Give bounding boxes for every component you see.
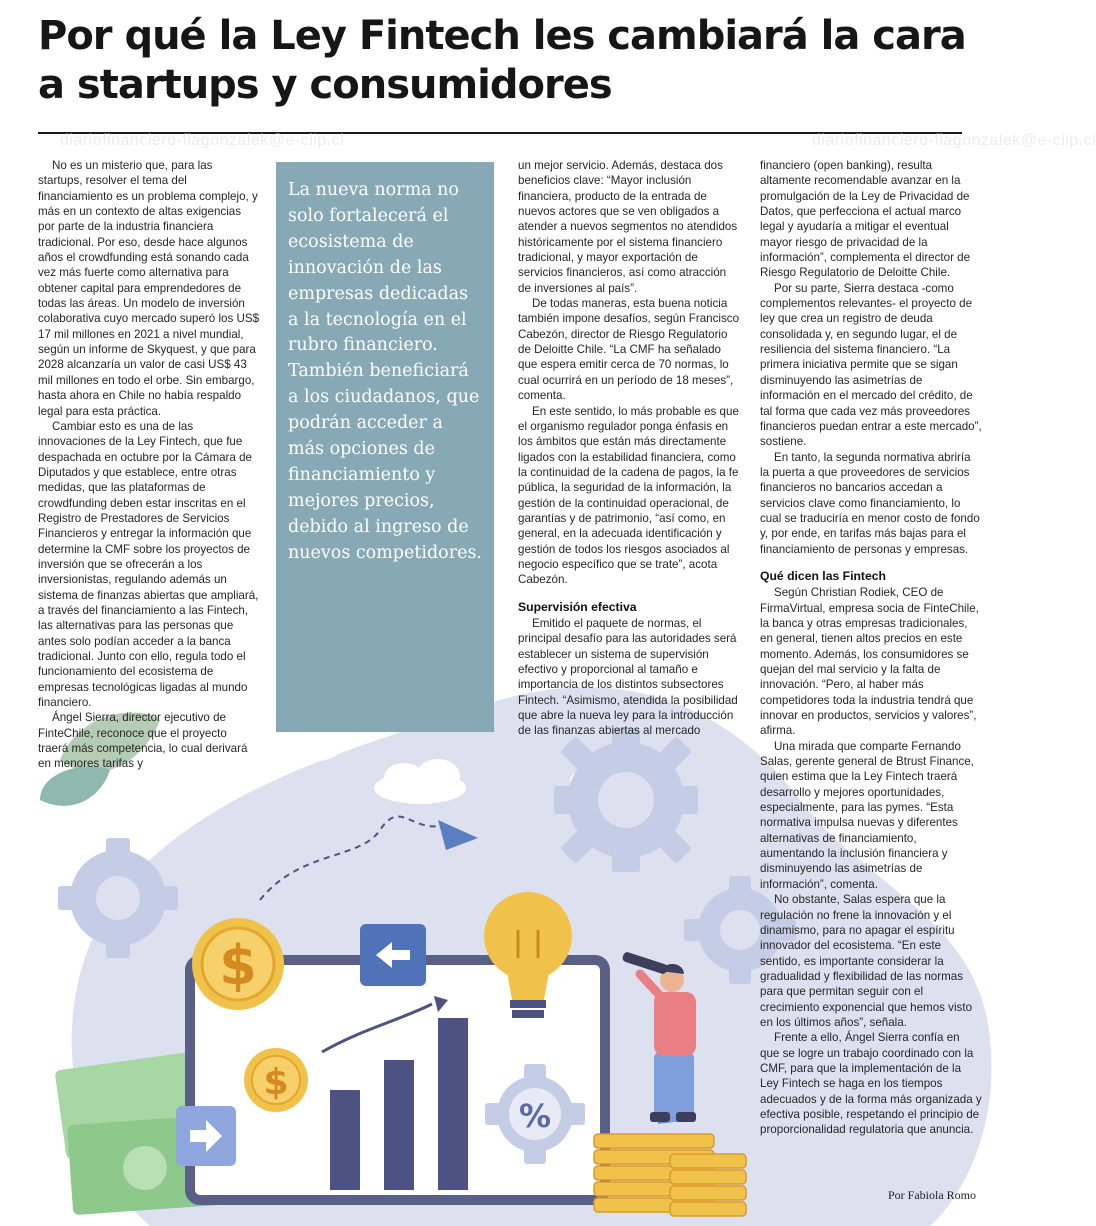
paragraph: Emitido el paquete de normas, el principal desafío para las autoridades será establecer un sistema de supervisión efectivo y proporcional al tamaño e importancia de los distintos subsectores Fintech. “Asimismo, atendida la posibilidad que abre la nueva ley para la introducción de las finanzas abiertas al mercado bbox=[518, 616, 738, 738]
paragraph: Por su parte, Sierra destaca -como complementos relevantes- el proyecto de ley que crea un registro de deuda consolidada y, en segundo lugar, el de resiliencia del sistema financiero. “La primera iniciativa permite que se sigan disminuyendo las asimetrías de información en el mercado del crédito, de tal forma que cada vez más proveedores financieros puedan entrar a este mercado”, sostiene. bbox=[760, 281, 982, 449]
dollar-symbol: $ bbox=[263, 1062, 289, 1103]
paragraph: En este sentido, lo más probable es que el organismo regulador ponga énfasis en los ámbitos que están más directamente ligados con la estabilidad financiera, como la continuidad de la cadena de pagos, la fe pública, la seguridad de la información, la gestión de la continuidad operacional, de garantías y de patrimonio, “así como, en general, en la adecuada identificación y gestión de todos los riesgos asociados al negocio específico que se trate”, acota Cabezón. bbox=[518, 404, 739, 587]
paragraph: Una mirada que comparte Fernando Salas, gerente general de Btrust Finance, quien estima que la Ley Fintech traerá desarrollo y mejores oportunidades, especialmente, para las pymes. “Esta normativa impulsa nuevas y diferentes alternativas de financiamiento, aumentando la inclusión financiera y disminuyendo las asimetrías de información”, comenta. bbox=[760, 739, 974, 891]
watermark: diariofinanciero-flagonzalek@e-clip.cl bbox=[812, 132, 1096, 149]
paragraph: Ángel Sierra, director ejecutivo de FinteChile, reconoce que el proyecto traerá más competencia, lo cual derivará en menores tarifas y bbox=[38, 711, 248, 771]
byline: Por Fabiola Romo bbox=[887, 1188, 976, 1202]
article-column-2 bbox=[518, 158, 742, 739]
gear-icon bbox=[554, 728, 698, 872]
arrow-card-icon bbox=[360, 924, 426, 986]
chart-bar bbox=[438, 1018, 468, 1190]
paragraph: No es un misterio que, para las startups, resolver el tema del financiamiento es un problema complejo, y más en un contexto de altas exigencias por parte de la industria financiera tradicional. Por eso, desde hace algunos años el crowdfunding está sonando cada vez más fuerte como alternativa para obtener capital para emprendedores de todas las áreas. Un modelo de inversión colaborativa cuyo mercado superó los US$ 17 mil millones en 2021 a nivel mundial, según un informe de Skyquest, y que para 2028 alcanzaría un valor de casi US$ 43 mil millones en todo el orbe. Sin embargo, hasta ahora en Chile no había respaldo legal para esta práctica. bbox=[38, 159, 260, 418]
paragraph: Cambiar esto es una de las innovaciones de la Ley Fintech, que fue despachada en octubre por la Cámara de Diputados y que establece, entre otras medidas, que las plataformas de crowdfunding deben estar inscritas en el Registro de Prestadores de Servicios Financieros y entregar la información que determine la CMF sobre los proyectos de inversión que se ofrecerán a los inversionistas, regulando además un sistema de finanzas abiertas que ampliará, a través del financiamiento a las Fintech, las alternativas para las personas que antes solo podían acceder a la banca tradicional. Junto con ello, regula todo el funcionamiento del ecosistema de empresas tecnológicas ligadas al mundo financiero. bbox=[38, 419, 259, 710]
article-column-3 bbox=[760, 158, 982, 1138]
paragraph: En tanto, la segunda normativa abriría la puerta a que proveedores de servicios financieros no bancarios accedan a servicios clave como financiamiento, lo cual se traduciría en menor costo de fondo y, por ende, en tarifas más bajas para el financiamiento de personas y empresas. bbox=[760, 450, 980, 556]
watermark: diariofinanciero-flagonzalek@e-clip.cl bbox=[60, 132, 345, 149]
arrow-card-icon bbox=[176, 1106, 236, 1166]
paragraph: financiero (open banking), resulta altamente recomendable avanzar en la promulgación de la Ley de Privacidad de Datos, que perfecciona el actual marco legal y ayudaría a mitigar el eventual mayor riesgo de privacidad de la información”, complementa el director de Riesgo Regulatorio de Deloitte Chile. bbox=[760, 159, 971, 280]
chart-bar bbox=[330, 1090, 360, 1190]
subheading: Qué dicen las Fintech bbox=[760, 568, 886, 583]
chart-bar bbox=[384, 1060, 414, 1190]
headline: Por qué la Ley Fintech les cambiará la cara a startups y consumidores bbox=[38, 13, 966, 108]
paragraph: No obstante, Salas espera que la regulación no frene la innovación y el dinamismo, para no apagar el espíritu innovador del ecosistema. “En este sentido, es importante considerar la gradualidad y flexibilidad de las normas para que permitan seguir con el crecimiento exponencial que hemos visto en los últimos años”, señala. bbox=[760, 893, 973, 1029]
paragraph: un mejor servicio. Además, destaca dos beneficios clave: “Mayor inclusión financiera, producto de la entrada de nuevos actores que se ven obligados a atender a nuevos segmentos no atendidos históricamente por el sistema financiero tradicional, y mayor exportación de servicios financieros, así como atracción de inversiones al país”. bbox=[518, 159, 738, 295]
dollar-symbol: $ bbox=[219, 934, 257, 997]
percent-symbol: % bbox=[518, 1097, 552, 1135]
subheading: Supervisión efectiva bbox=[518, 599, 637, 614]
leaf-icon bbox=[40, 766, 110, 806]
paragraph: De todas maneras, esta buena noticia también impone desafíos, según Francisco Cabezón, director de Riesgo Regulatorio de Deloitte Chile. “La CMF ha señalado que espera emitir cerca de 70 normas, lo cual ocurrirá en un período de 18 meses”, comenta. bbox=[518, 297, 740, 403]
paragraph: Según Christian Rodiek, CEO de FirmaVirtual, empresa socia de FinteChile, la banca y otras empresas tradicionales, en general, tienen altos precios en este momento. Además, los consumidores se quejan del mal servicio y la falta de innovación. “Pero, al haber más competidores toda la industria tendrá que innovar en productos, servicios y valores”, afirma. bbox=[760, 586, 979, 738]
article-column-1 bbox=[38, 158, 260, 772]
pull-quote: La nueva norma no solo fortalecerá el ecosistema de innovación de las empresas dedicadas a la tecnología en el rubro financiero. También beneficiará a los ciudadanos, que podrán acceder a más opciones de financiamiento y mejores precios, debido al ingreso de nuevos competidores. bbox=[288, 180, 482, 563]
paragraph: Frente a ello, Ángel Sierra confía en que se logre un trabajo coordinado con la CMF, para que la implementación de la Ley Fintech se haga en los tiempos adecuados y de la forma más organizada y efectiva posible, respetando el principio de proporcionalidad regulatoria que anuncia. bbox=[760, 1031, 982, 1137]
